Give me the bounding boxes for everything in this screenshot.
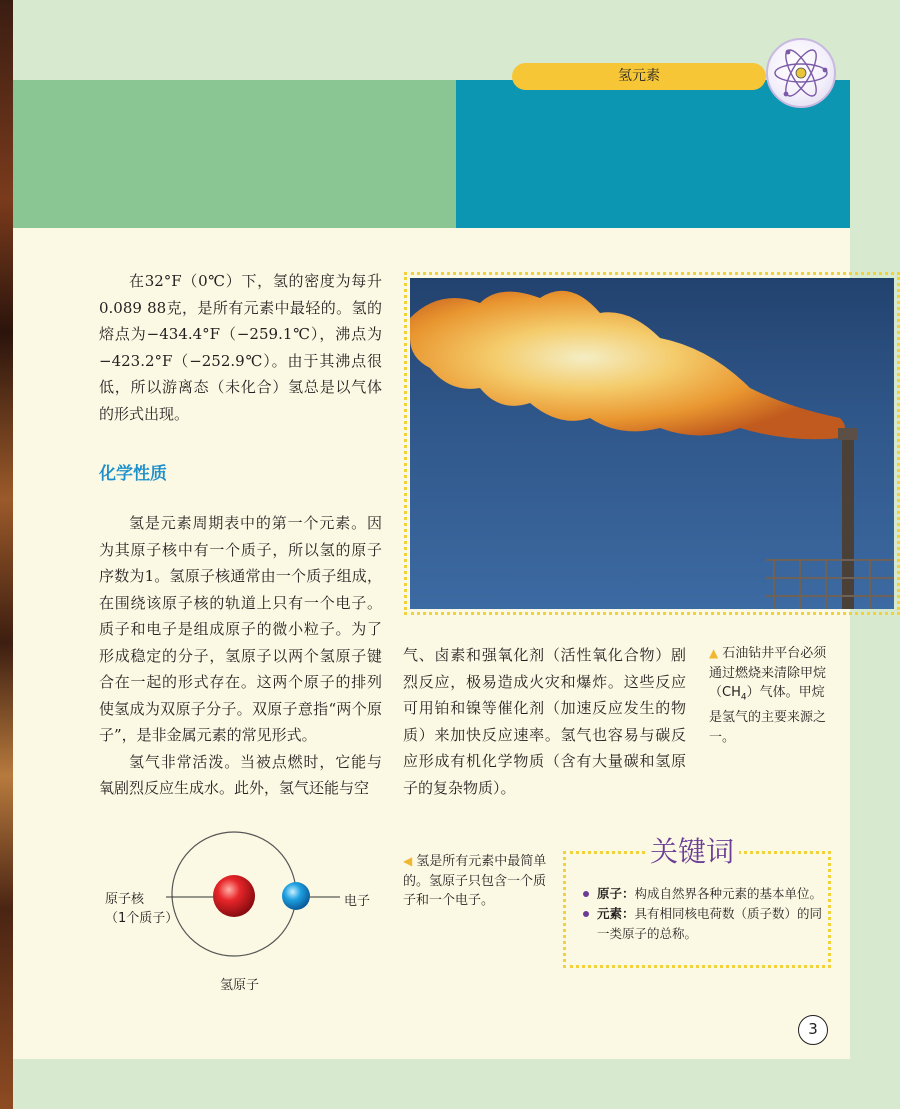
- photo-caption-text: 石油钻井平台必须通过燃烧来清除甲烷（CH: [709, 646, 827, 700]
- middle-column-text: [403, 642, 686, 801]
- space-image-strip: [0, 0, 13, 1109]
- paragraph-continued: 气、卤素和强氧化剂（活性氧化合物）剧烈反应，极易造成火灾和爆炸。这些反应可用铂和镍等催化剂（加速反应发生的物质）来加快反应速率。氢气也容易与碳反应形成有机化学物质（含有大量碳和氢原子的复杂物质）。: [403, 646, 686, 797]
- keyword-term: 原子：: [597, 886, 635, 901]
- keyword-definition: 具有相同核电荷数（质子数）的同一类原子的总称。: [597, 906, 823, 941]
- electron: [282, 882, 310, 910]
- atom-icon: [766, 38, 836, 108]
- nucleus-label: [105, 890, 178, 928]
- keyword-list: [583, 884, 823, 944]
- electron-label: 电子: [344, 894, 371, 909]
- nucleus: [213, 875, 255, 917]
- bullet-icon: [583, 911, 589, 917]
- diagram-caption: [403, 852, 548, 911]
- diagram-title: 氢原子: [220, 978, 260, 993]
- section-heading: 化学性质: [99, 464, 167, 484]
- photo-caption: [709, 644, 833, 747]
- keyword-item: [583, 884, 823, 904]
- keyword-definition: 构成自然界各种元素的基本单位。: [634, 886, 823, 901]
- nucleus-label-line2: （1个质子）: [105, 911, 179, 926]
- keyword-item: [583, 904, 823, 944]
- paragraph: 氢是元素周期表中的第一个元素。因为其原子核中有一个质子，所以氢的原子序数为1。氢原子核通常由一个质子组成，在围绕该原子核的轨道上只有一个电子。质子和电子是组成原子的微小粒子。为了形成稳定的分子，氢原子以两个氢原子键合在一起的形式存在。这两个原子的排列使氢成为双原子分子。双原子意指“两个原子”，是非金属元素的常见形式。: [99, 514, 382, 744]
- keyword-term: 元素：: [597, 906, 635, 921]
- gas-flare-photo: [410, 278, 894, 609]
- header-green-band: [13, 80, 456, 228]
- paragraph: 氢气非常活泼。当被点燃时，它能与氧剧烈反应生成水。此外，氢气还能与空: [99, 752, 382, 797]
- chapter-tab: 氢元素: [512, 63, 766, 90]
- intro-paragraph: 在32°F（0℃）下，氢的密度为每升0.089 88克，是所有元素中最轻的。氢的熔点为−434.4°F（−259.1℃），沸点为−423.2°F（−252.9℃）。由于其沸点很低，所以游离态（未化合）氢总是以气体的形式出现。: [99, 272, 382, 423]
- diagram-caption-text: 氢是所有元素中最简单的。氢原子只包含一个质子和一个电子。: [403, 854, 547, 908]
- nucleus-label-line1: 原子核: [105, 892, 145, 907]
- page-number: 3: [798, 1015, 828, 1045]
- photo-caption-text-cont: ）气体。甲烷是氢气的主要来源之一。: [709, 685, 827, 745]
- triangle-left-icon: ◀: [403, 854, 413, 868]
- intro-text: [99, 268, 382, 427]
- triangle-up-icon: ▲: [709, 646, 719, 660]
- keyword-title: 关键词: [645, 834, 739, 870]
- subscript: 4: [740, 692, 747, 703]
- bullet-icon: [583, 891, 589, 897]
- hydrogen-atom-diagram: [100, 826, 400, 1006]
- photo-frame: [404, 272, 900, 615]
- left-column-text: [99, 510, 382, 802]
